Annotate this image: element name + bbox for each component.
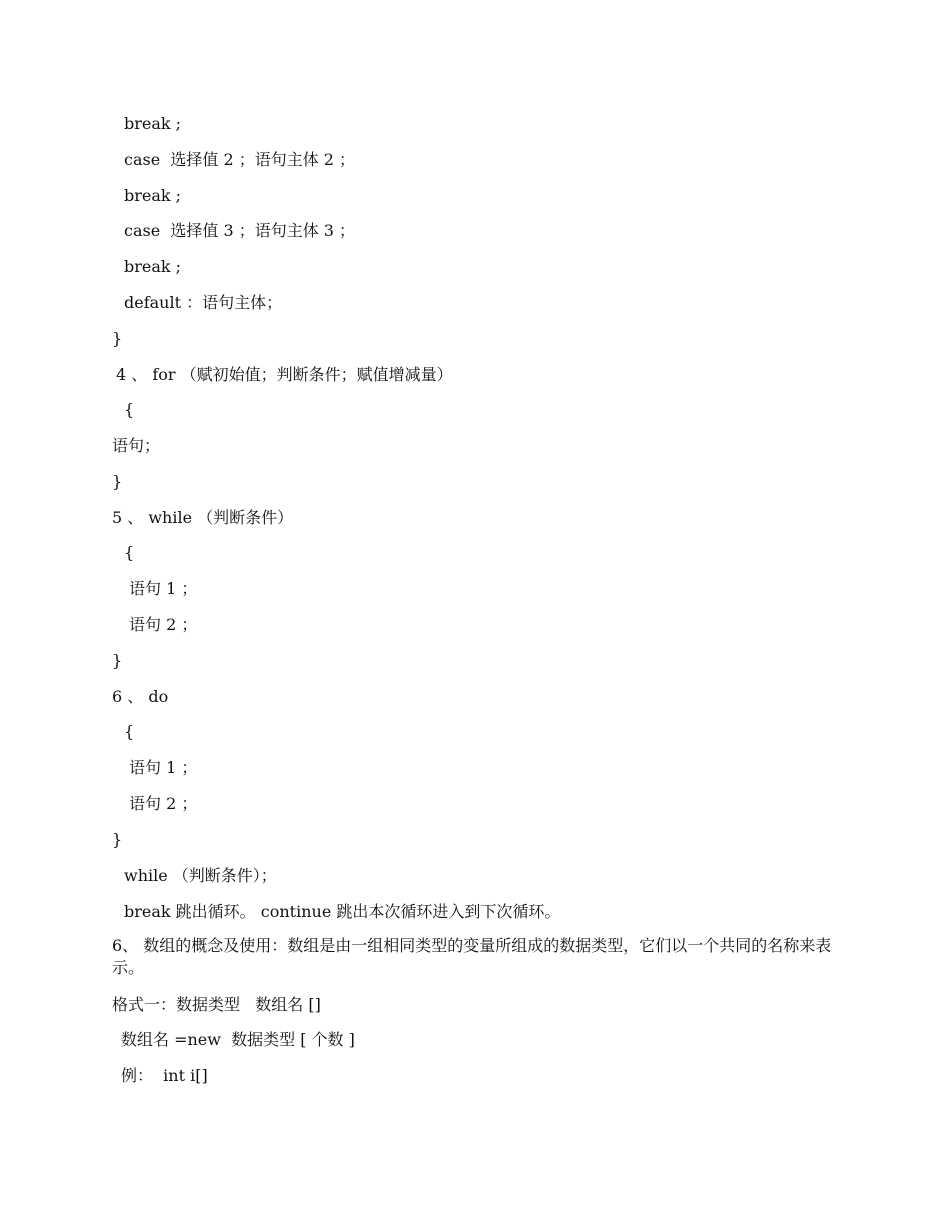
code-line-while-close-brace: } bbox=[112, 651, 123, 670]
code-line-case-3: case 选择值 3 ；语句主体 3 ； bbox=[124, 221, 356, 240]
code-line-default: default ：语句主体； bbox=[124, 293, 283, 312]
code-line-do-open-brace: { bbox=[124, 722, 135, 741]
code-line-case-2: case 选择值 2 ；语句主体 2 ； bbox=[124, 150, 356, 169]
code-line-while-open-brace: { bbox=[124, 543, 135, 562]
code-line-for-heading: 4 、 for （赋初始值；判断条件；赋值增减量） bbox=[116, 365, 453, 384]
code-line-for-close-brace: } bbox=[112, 472, 123, 491]
array-new-syntax: 数组名 =new 数据类型 [ 个数 ] bbox=[121, 1030, 355, 1049]
code-line-break-3: break ; bbox=[124, 257, 182, 276]
code-line-while-statement-2: 语句 2 ； bbox=[129, 615, 198, 634]
code-line-do-close-brace: } bbox=[112, 830, 123, 849]
array-format-one: 格式一：数据类型 数组名 [] bbox=[112, 995, 321, 1014]
code-line-do-statement-1: 语句 1 ； bbox=[129, 758, 198, 777]
code-line-break-2: break ; bbox=[124, 186, 182, 205]
array-concept-paragraph: 6、 数组的概念及使用：数组是由一组相同类型的变量所组成的数据类型，它们以一个共同的名称来表示。 bbox=[112, 936, 832, 977]
array-example: 例： int i[] bbox=[121, 1066, 208, 1085]
code-line-do-heading: 6 、 do bbox=[112, 687, 169, 706]
code-line-for-statement: 语句； bbox=[112, 436, 161, 455]
code-line-while-heading: 5 、 while （判断条件） bbox=[112, 508, 294, 527]
break-continue-note: break 跳出循环。 continue 跳出本次循环进入到下次循环。 bbox=[124, 902, 561, 921]
code-line-do-while-condition: while （判断条件）； bbox=[124, 866, 277, 885]
code-line-do-statement-2: 语句 2 ； bbox=[129, 794, 198, 813]
code-line-close-brace-switch: } bbox=[112, 329, 123, 348]
code-line-for-open-brace: { bbox=[124, 400, 135, 419]
code-line-while-statement-1: 语句 1 ； bbox=[129, 579, 198, 598]
code-line-break-1: break ; bbox=[124, 114, 182, 133]
